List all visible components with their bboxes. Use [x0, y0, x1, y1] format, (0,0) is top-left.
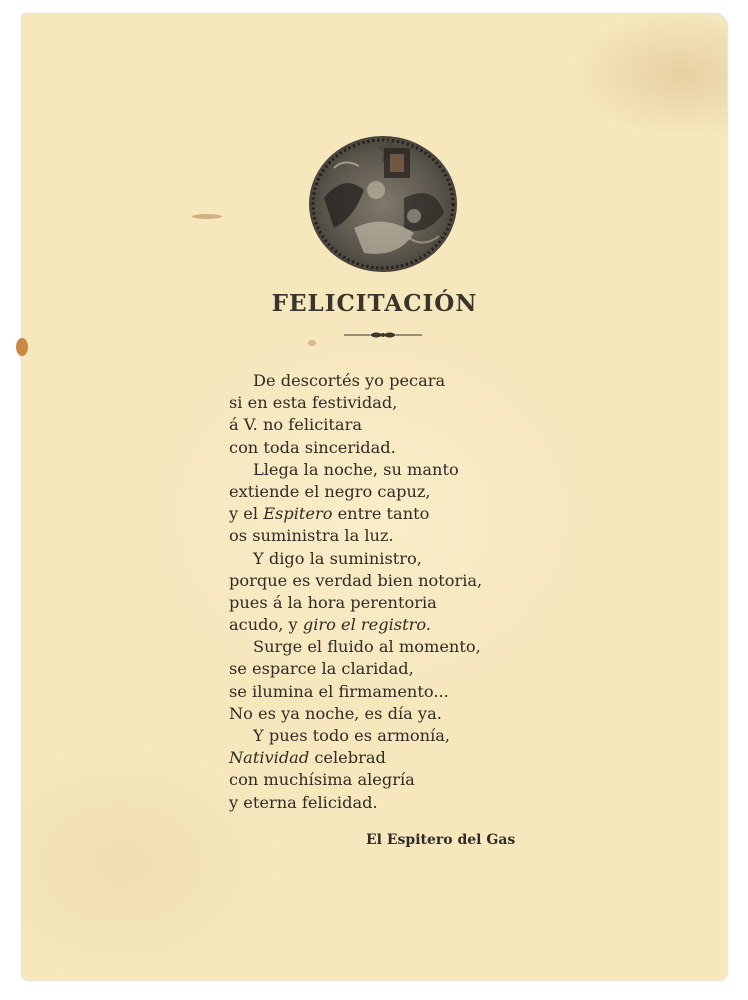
nativity-emblem-icon: [304, 128, 462, 274]
poem-fragment: y el: [229, 504, 264, 524]
poem-line: [229, 503, 559, 525]
poem-fragment: No es ya noche, es día ya.: [229, 703, 442, 723]
poem-line: [229, 658, 559, 680]
poem-fragment: y eterna felicidad.: [229, 792, 378, 812]
poem-line: [229, 548, 559, 570]
poem-line: [229, 592, 559, 614]
poem-line: [229, 792, 559, 814]
poem-fragment: Y pues todo es armonía,: [253, 726, 451, 745]
signature: El Espitero del Gas: [366, 832, 516, 848]
poem-line: [229, 392, 559, 414]
poem-fragment: os suministra la luz.: [229, 526, 394, 546]
poem-fragment: si en esta festividad,: [229, 393, 398, 413]
poem-line: [229, 459, 559, 481]
paper-stain: [192, 214, 222, 219]
poem-line: [229, 525, 559, 547]
poem-line: [229, 570, 559, 592]
poem-line: [229, 481, 559, 503]
poem-emphasis: giro el registro.: [302, 615, 431, 635]
poem-line: [229, 636, 559, 658]
poem-text: [229, 370, 559, 814]
poem-fragment: Y digo la suministro,: [253, 548, 422, 568]
paper-stain: [308, 340, 316, 346]
poem-emphasis: Natividad: [229, 748, 310, 768]
poem-line: [229, 414, 559, 436]
poem-fragment: con muchísima alegría: [229, 770, 415, 790]
poem-line: [229, 725, 559, 747]
poem-line: [229, 370, 559, 392]
page-title: FELICITACIÓN: [271, 290, 478, 317]
poem-line: [229, 703, 559, 725]
poem-fragment: á V. no felicitara: [229, 415, 362, 435]
poem-fragment: Surge el fluido al momento,: [253, 637, 481, 657]
ornament-divider-icon: [344, 330, 422, 340]
poem-fragment: celebrad: [309, 748, 386, 768]
poem-line: [229, 747, 559, 769]
poem-fragment: se ilumina el firmamento...: [229, 681, 449, 701]
greeting-card: [22, 14, 727, 980]
poem-emphasis: Espitero: [263, 504, 333, 524]
poem-fragment: porque es verdad bien notoria,: [229, 570, 483, 590]
poem-fragment: pues á la hora perentoria: [229, 592, 437, 612]
paper-stain: [16, 338, 28, 356]
poem-fragment: entre tanto: [332, 504, 430, 524]
poem-fragment: extiende el negro capuz,: [229, 481, 431, 501]
poem-fragment: De descortés yo pecara: [253, 371, 446, 390]
poem-fragment: con toda sinceridad.: [229, 437, 396, 457]
poem-line: [229, 769, 559, 791]
poem-fragment: se esparce la claridad,: [229, 659, 414, 679]
poem-fragment: Llega la noche, su manto: [253, 459, 459, 479]
poem-line: [229, 437, 559, 459]
poem-fragment: acudo, y: [229, 615, 303, 635]
poem-line: [229, 681, 559, 703]
poem-line: [229, 614, 559, 636]
